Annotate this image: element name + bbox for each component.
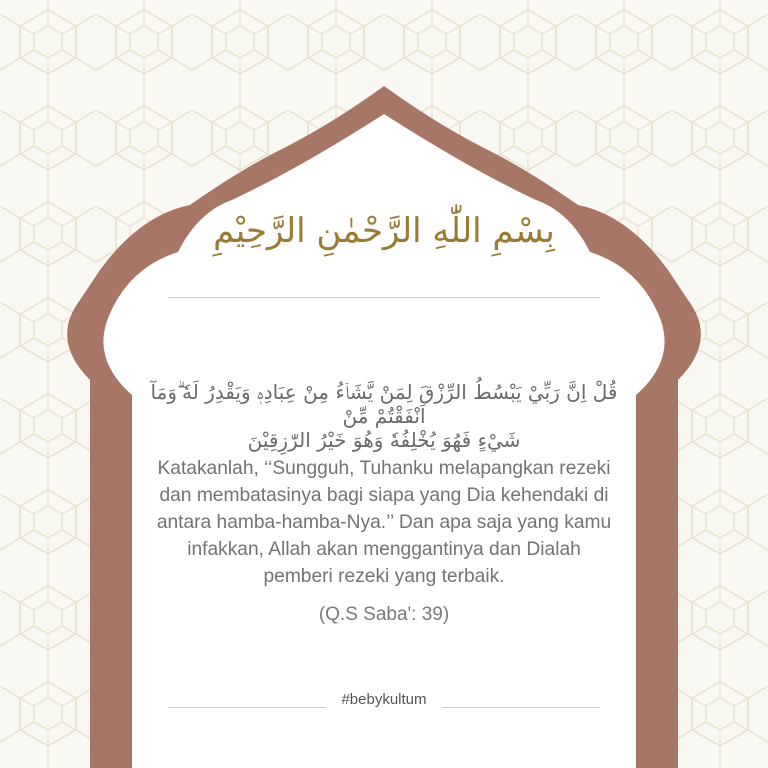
- top-divider: [168, 297, 600, 298]
- translation-line: dan membatasinya bagi siapa yang Dia kehendaki di: [159, 485, 609, 506]
- translation-line: Katakanlah, ‘‘Sungguh, Tuhanku melapangkan rezeki: [157, 458, 611, 479]
- hashtag-left-divider: [168, 707, 326, 708]
- translation-line: pemberi rezeki yang terbaik.: [263, 566, 505, 587]
- verse-translation: [128, 455, 640, 590]
- translation-line: antara hamba-hamba-Nya.’’ Dan apa saja yang kamu: [156, 512, 612, 533]
- verse-arabic: [130, 380, 638, 452]
- verse-reference: (Q.S Saba': 39): [318, 604, 450, 625]
- verse-arabic-line-1: قُلْ اِنَّ رَبِّيْ يَبْسُطُ الرِّزْقَ لِمَنْ يَّشَاۤءُ مِنْ عِبَادِهٖ وَيَقْدِرُ لَهٗ ۗوَمَآ اَنْفَقْتُمْ مِّنْ: [150, 380, 618, 428]
- hashtag-right-divider: [442, 707, 600, 708]
- verse-arabic-line-2: شَيْءٍ فَهُوَ يُخْلِفُهٗ وَهُوَ خَيْرُ الرّٰزِقِيْنَ: [247, 428, 521, 452]
- bismillah-calligraphy: بِسْمِ اللّٰهِ الرَّحْمٰنِ الرَّحِيْمِ: [213, 211, 555, 251]
- hashtag-label: #bebykultum: [341, 691, 427, 708]
- translation-line: infakkan, Allah akan menggantinya dan Dialah: [187, 539, 581, 560]
